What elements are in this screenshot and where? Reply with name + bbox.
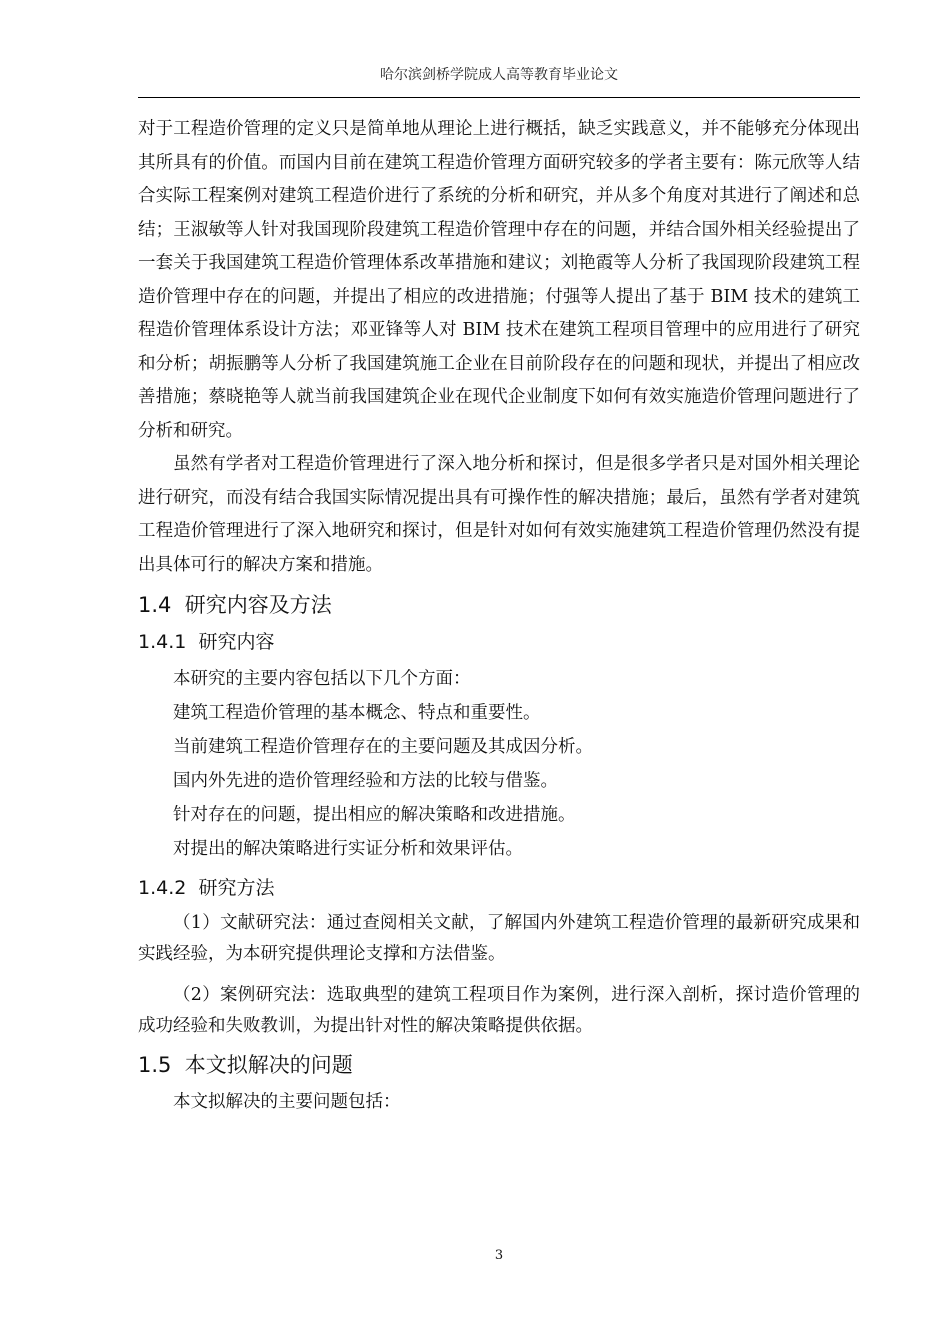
subsection-heading-1-4-1 [138,628,860,656]
header-rule [138,97,860,98]
section-number: 1.5 [138,1053,172,1077]
subsection-number: 1.4.2 [138,877,187,899]
research-content-list [138,662,860,866]
method-block [138,908,860,970]
body-paragraph: 对于工程造价管理的定义只是简单地从理论上进行概括，缺乏实践意义，并不能够充分体现出其所具有的价值。而国内目前在建筑工程造价管理方面研究较多的学者主要有：陈元欣等人结合实际工程案例对建筑工程造价进行了系统的分析和研究，并从多个角度对其进行了阐述和总结；王淑敏等人针对我国现阶段建筑工程造价管理中存在的问题，并结合国外相关经验提出了一套关于我国建筑工程造价管理体系改革措施和建议；刘艳霞等人分析了我国现阶段建筑工程造价管理中存在的问题，并提出了相应的改进措施；付强等人提出了基于 BIM 技术的建筑工程造价管理体系设计方法；邓亚锋等人对 BIM 技术在建筑工程项目管理中的应用进行了研究和分析；胡振鹏等人分析了我国建筑施工企业在目前阶段存在的问题和现状，并提出了相应改善措施；蔡晓艳等人就当前我国建筑企业在现代企业制度下如何有效实施造价管理问题进行了分析和研究。 [138,119,860,441]
list-item: 针对存在的问题，提出相应的解决策略和改进措施。 [173,805,576,825]
body-paragraph: 本文拟解决的主要问题包括： [173,1092,401,1112]
subsection-number: 1.4.1 [138,631,187,653]
method-paragraph: （1）文献研究法：通过查阅相关文献，了解国内外建筑工程造价管理的最新研究成果和实践经验，为本研究提供理论支撑和方法借鉴。 [138,913,860,964]
method-paragraph: （2）案例研究法：选取典型的建筑工程项目作为案例，进行深入剖析，探讨造价管理的成功经验和失败教训，为提出针对性的解决策略提供依据。 [138,985,860,1036]
list-item: 建筑工程造价管理的基本概念、特点和重要性。 [173,703,541,723]
section-heading-1-4 [138,590,860,620]
list-item: 当前建筑工程造价管理存在的主要问题及其成因分析。 [173,737,593,757]
section-title: 研究内容及方法 [184,593,332,617]
section-number: 1.4 [138,593,172,617]
section-title: 本文拟解决的问题 [184,1053,353,1077]
page-number: 3 [494,1248,504,1263]
method-block [138,980,860,1042]
list-intro: 本研究的主要内容包括以下几个方面： [173,669,471,689]
subsection-title: 研究内容 [198,631,275,653]
subsection-heading-1-4-2 [138,874,860,902]
section-heading-1-5 [138,1050,860,1080]
list-item: 国内外先进的造价管理经验和方法的比较与借鉴。 [173,771,558,791]
page-body [138,113,860,1120]
body-paragraph: 虽然有学者对工程造价管理进行了深入地分析和探讨，但是很多学者只是对国外相关理论进行研究，而没有结合我国实际情况提出具有可操作性的解决措施；最后，虽然有学者对建筑工程造价管理进行了深入地研究和探讨，但是针对如何有效实施建筑工程造价管理仍然没有提出具体可行的解决方案和措施。 [138,454,860,575]
list-item: 对提出的解决策略进行实证分析和效果评估。 [173,839,523,859]
subsection-title: 研究方法 [198,877,275,899]
running-header: 哈尔滨剑桥学院成人高等教育毕业论文 [380,67,618,83]
